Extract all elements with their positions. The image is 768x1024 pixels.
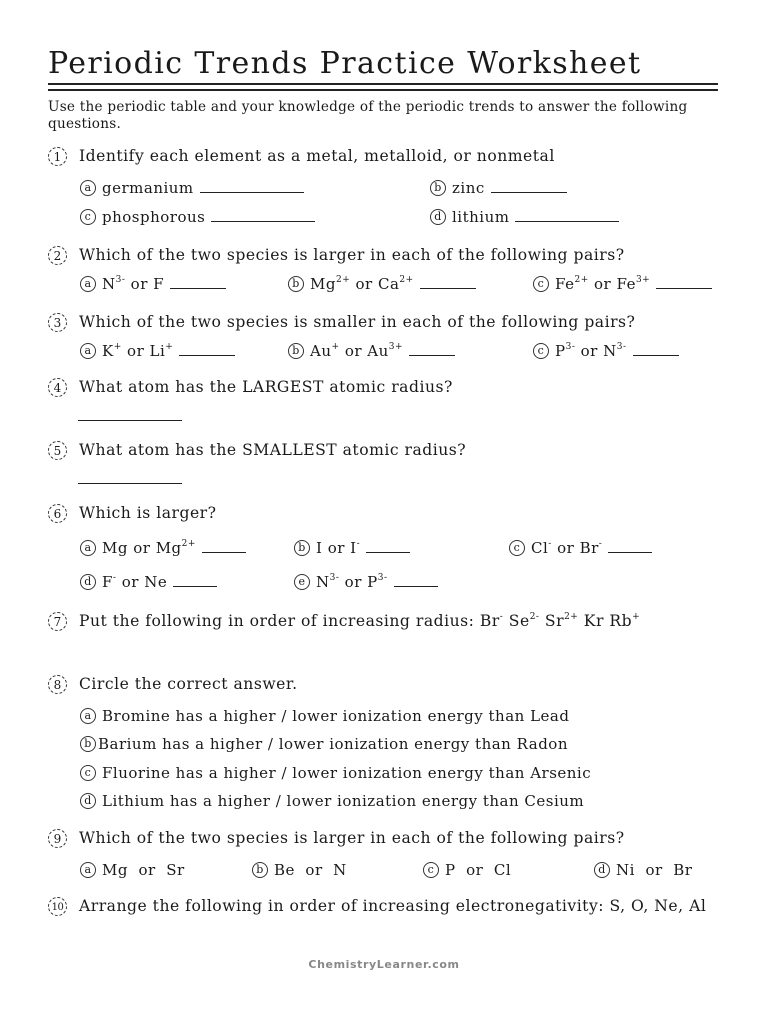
item-label: Fluorine has a higher / lower ionization energy than Arsenic [102, 764, 592, 782]
letter-circle: b [252, 862, 268, 878]
item-label: Bromine has a higher / lower ionization energy than Lead [102, 707, 570, 725]
footer-credit: ChemistryLearner.com [308, 958, 460, 971]
question-9 [48, 826, 728, 850]
letter-circle: b [430, 180, 446, 196]
item-label: zinc [452, 179, 485, 197]
letter-circle: d [80, 793, 96, 809]
item-label: P or Cl [445, 861, 512, 879]
page-title: Periodic Trends Practice Worksheet [48, 46, 642, 81]
item-label: germanium [102, 179, 194, 197]
question-number: 2 [48, 246, 67, 265]
answer-blank[interactable] [366, 538, 410, 553]
question-number: 10 [48, 897, 67, 916]
q9-item-d [594, 858, 692, 882]
q5-answer-blank[interactable] [78, 483, 182, 484]
question-text: Which of the two species is larger in each of the following pairs? [79, 829, 625, 847]
question-text: What atom has the SMALLEST atomic radius? [79, 441, 467, 459]
q9-item-c [423, 858, 511, 882]
q9-item-a [80, 858, 185, 882]
question-1 [48, 144, 728, 168]
q3-item-c [533, 339, 679, 363]
q3-item-a [80, 339, 235, 363]
letter-circle: a [80, 343, 96, 359]
question-number: 5 [48, 441, 67, 460]
q6-item-a [80, 536, 246, 560]
question-6 [48, 501, 728, 525]
answer-blank[interactable] [515, 207, 619, 222]
question-2 [48, 243, 728, 267]
q4-answer-blank[interactable] [78, 420, 182, 421]
item-label: Be or N [274, 861, 347, 879]
item-label: $Mg^{2+}$ or $Ca^{2+}$ [310, 275, 414, 293]
letter-circle: d [430, 209, 446, 225]
answer-blank[interactable] [394, 572, 438, 587]
item-label: Mg or Sr [102, 861, 185, 879]
question-number: 9 [48, 829, 67, 848]
title-underline [48, 83, 718, 85]
letter-circle: d [594, 862, 610, 878]
answer-blank[interactable] [633, 341, 679, 356]
answer-blank[interactable] [211, 207, 315, 222]
item-label: Barium has a higher / lower ionization energy than Radon [98, 735, 568, 753]
question-5 [48, 438, 728, 462]
q6-item-b [294, 536, 410, 560]
q8-item-d [80, 789, 584, 813]
answer-blank[interactable] [170, 274, 226, 289]
item-label: Ni or Br [616, 861, 693, 879]
question-4 [48, 375, 728, 399]
item-label: phosphorous [102, 208, 206, 226]
letter-circle: b [288, 276, 304, 292]
question-text: Put the following in order of increasing radius: Br- $Se^{2-}$ $Sr^{2+}$ Kr Rb+ [79, 612, 641, 630]
q8-item-c [80, 761, 591, 785]
question-text: Arrange the following in order of increasing electronegativity: S, O, Ne, Al [79, 897, 707, 915]
item-label: K+ or Li+ [102, 342, 174, 360]
item-label: lithium [452, 208, 510, 226]
question-7 [48, 609, 728, 633]
item-label: Au+ or $Au^{3+}$ [310, 342, 404, 360]
letter-circle: c [509, 540, 525, 556]
q8-item-a [80, 704, 569, 728]
item-label: $N^{3-}$ or F [102, 275, 165, 293]
q2-item-b [288, 272, 476, 296]
question-number: 1 [48, 147, 67, 166]
question-text: Which is larger? [79, 504, 217, 522]
item-label: I or I- [316, 539, 361, 557]
item-label: $Fe^{2+}$ or $Fe^{3+}$ [555, 275, 651, 293]
question-text: Circle the correct answer. [79, 675, 298, 693]
q8-item-b [80, 732, 568, 756]
letter-circle: e [294, 574, 310, 590]
answer-blank[interactable] [179, 341, 235, 356]
question-text: Identify each element as a metal, metalloid, or nonmetal [79, 147, 555, 165]
answer-blank[interactable] [202, 538, 246, 553]
question-number: 4 [48, 378, 67, 397]
question-3 [48, 310, 728, 334]
item-label: F- or Ne [102, 573, 168, 591]
answer-blank[interactable] [491, 178, 567, 193]
answer-blank[interactable] [608, 538, 652, 553]
answer-blank[interactable] [200, 178, 304, 193]
answer-blank[interactable] [409, 341, 455, 356]
letter-circle: a [80, 708, 96, 724]
q2-item-a [80, 272, 226, 296]
answer-blank[interactable] [420, 274, 476, 289]
q1-item-d [430, 205, 619, 229]
q1-item-a [80, 176, 304, 200]
letter-circle: c [423, 862, 439, 878]
question-text: What atom has the LARGEST atomic radius? [79, 378, 453, 396]
q6-item-c [509, 536, 652, 560]
item-label: Mg or $Mg^{2+}$ [102, 539, 196, 557]
answer-blank[interactable] [173, 572, 217, 587]
question-text: Which of the two species is larger in each of the following pairs? [79, 246, 625, 264]
letter-circle: d [80, 574, 96, 590]
question-10 [48, 894, 728, 918]
title-underline-2 [48, 89, 718, 91]
q3-item-b [288, 339, 455, 363]
item-label: $P^{3-}$ or $N^{3-}$ [555, 342, 627, 360]
question-number: 6 [48, 504, 67, 523]
letter-circle: a [80, 276, 96, 292]
question-number: 7 [48, 612, 67, 631]
question-number: 8 [48, 675, 67, 694]
q1-item-b [430, 176, 567, 200]
question-8 [48, 672, 728, 696]
letter-circle: b [80, 736, 96, 752]
item-label: Lithium has a higher / lower ionization energy than Cesium [102, 792, 585, 810]
letter-circle: c [80, 765, 96, 781]
q1-item-c [80, 205, 315, 229]
letter-circle: c [80, 209, 96, 225]
answer-blank[interactable] [656, 274, 712, 289]
letter-circle: a [80, 862, 96, 878]
q6-item-e [294, 570, 438, 594]
letter-circle: b [294, 540, 310, 556]
question-text: Which of the two species is smaller in each of the following pairs? [79, 313, 636, 331]
letter-circle: b [288, 343, 304, 359]
instructions: Use the periodic table and your knowledge of the periodic trends to answer the following questions. [48, 99, 688, 132]
question-number: 3 [48, 313, 67, 332]
q9-item-b [252, 858, 347, 882]
letter-circle: a [80, 540, 96, 556]
letter-circle: c [533, 343, 549, 359]
item-label: $N^{3-}$ or $P^{3-}$ [316, 573, 388, 591]
q6-item-d [80, 570, 217, 594]
letter-circle: a [80, 180, 96, 196]
q2-item-c [533, 272, 712, 296]
letter-circle: c [533, 276, 549, 292]
item-label: Cl- or Br- [531, 539, 603, 557]
